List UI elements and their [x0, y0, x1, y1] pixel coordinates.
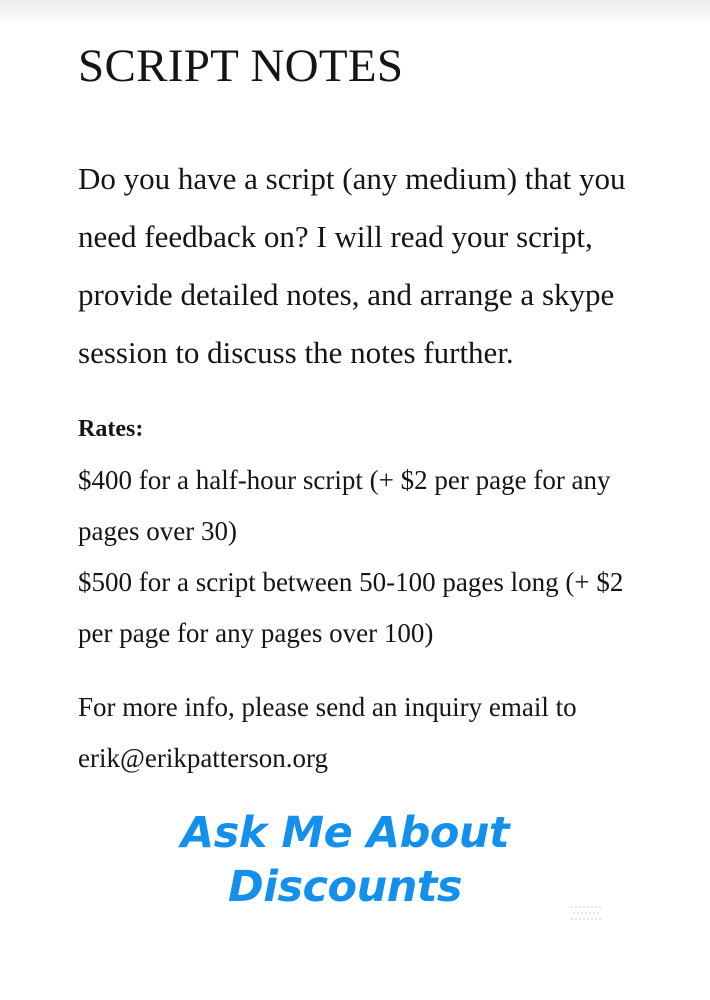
contact-info: [78, 682, 638, 784]
intro-paragraph: Do you have a script (any medium) that you need feedback on? I will read your script, provide detailed notes, and arrange a skype session to discuss the notes further.: [78, 161, 626, 370]
contact-prefix: For more info, please send an inquiry email to: [78, 692, 577, 722]
rates-heading: Rates:: [78, 416, 144, 442]
long-script-rate: $500 for a script between 50-100 pages long (+ $2 per page for any pages over 100): [78, 567, 624, 648]
discount-callout: Ask Me About Discounts: [180, 808, 510, 912]
email-link[interactable]: erik@erikpatterson.org: [78, 743, 329, 773]
half-hour-rate: $400 for a half-hour script (+ $2 per page for any pages over 30): [78, 465, 611, 546]
page-title: SCRIPT NOTES: [78, 40, 404, 92]
faint-watermark-icon: [570, 904, 604, 922]
